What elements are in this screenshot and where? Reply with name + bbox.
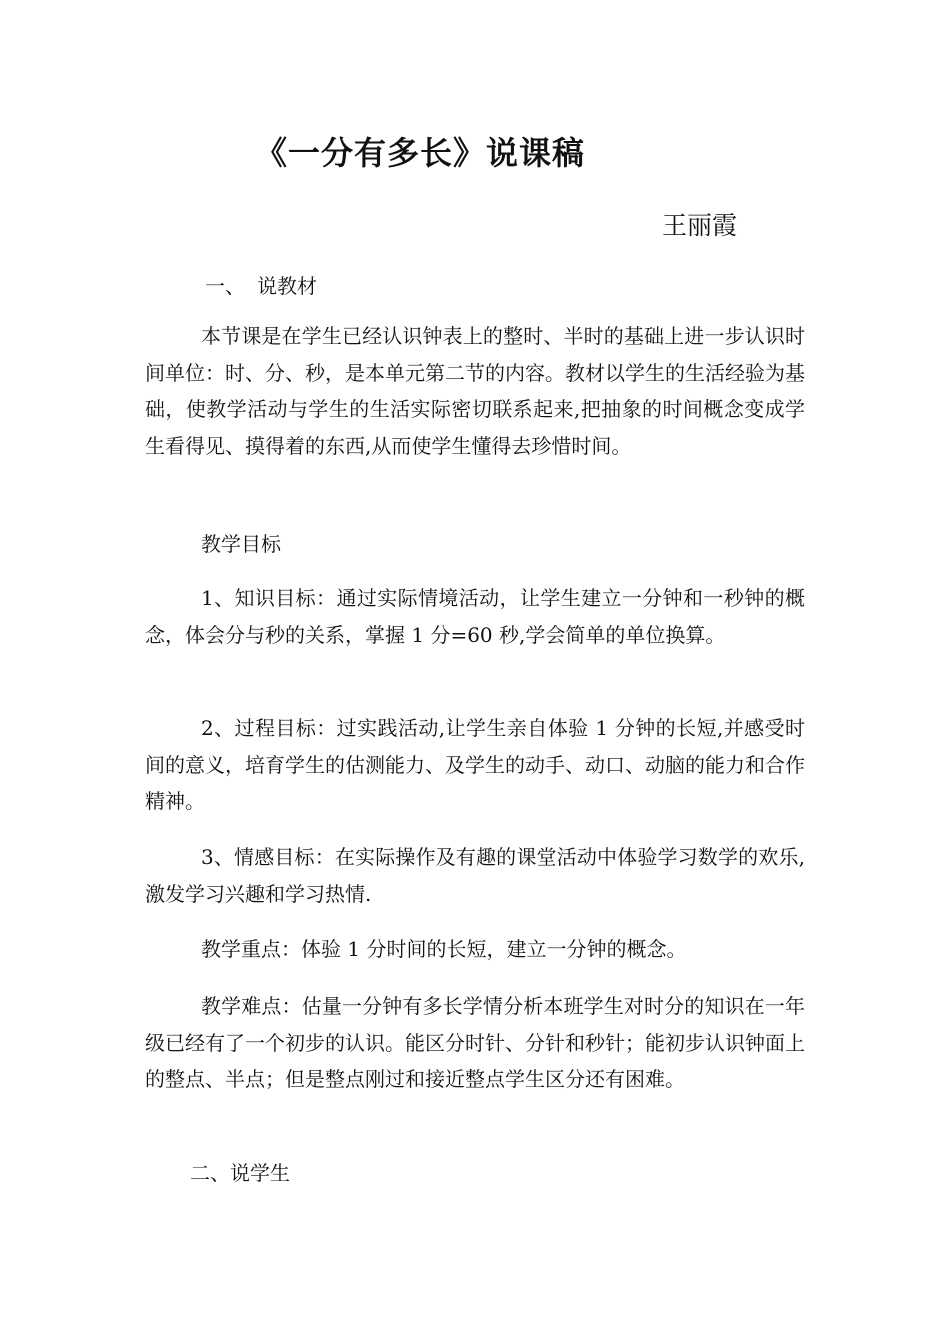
section-number-1: 一、 (205, 274, 245, 298)
author-name: 王丽霞 (662, 211, 738, 240)
paragraph-difficulty: 教学难点：估量一分钟有多长学情分析本班学生对时分的知识在一年级已经有了一个初步的认识。能区分时针、分针和秒针；能初步认识钟面上的整点、半点；但是整点刚过和接近整点学生区分还有困难。 (145, 994, 805, 1091)
paragraph-key-point: 教学重点：体验 1 分时间的长短，建立一分钟的概念。 (201, 937, 687, 961)
section-label-1: 说教材 (257, 274, 317, 298)
paragraph-goal-knowledge: 1、知识目标：通过实际情境活动，让学生建立一分钟和一秒钟的概念，体会分与秒的关系，掌握 1 分=60 秒,学会简单的单位换算。 (145, 586, 805, 647)
section-heading-2: 二、说学生 (190, 1161, 290, 1185)
document-title: 《一分有多长》说课稿 (255, 134, 586, 172)
paragraph-goals-title: 教学目标 (201, 532, 281, 556)
section-heading-1 (205, 270, 317, 299)
paragraph-goal-emotion: 3、情感目标：在实际操作及有趣的课堂活动中体验学习数学的欢乐,激发学习兴趣和学习热情. (145, 845, 805, 906)
paragraph-intro: 本节课是在学生已经认识钟表上的整时、半时的基础上进一步认识时间单位：时、分、秒，是本单元第二节的内容。教材以学生的生活经验为基础，使教学活动与学生的生活实际密切联系起来,把抽象的时间概念变成学生看得见、摸得着的东西,从而使学生懂得去珍惜时间。 (145, 324, 805, 458)
paragraph-goal-process: 2、过程目标：过实践活动,让学生亲自体验 1 分钟的长短,并感受时间的意义，培育学生的估测能力、及学生的动手、动口、动脑的能力和合作精神。 (145, 716, 805, 813)
